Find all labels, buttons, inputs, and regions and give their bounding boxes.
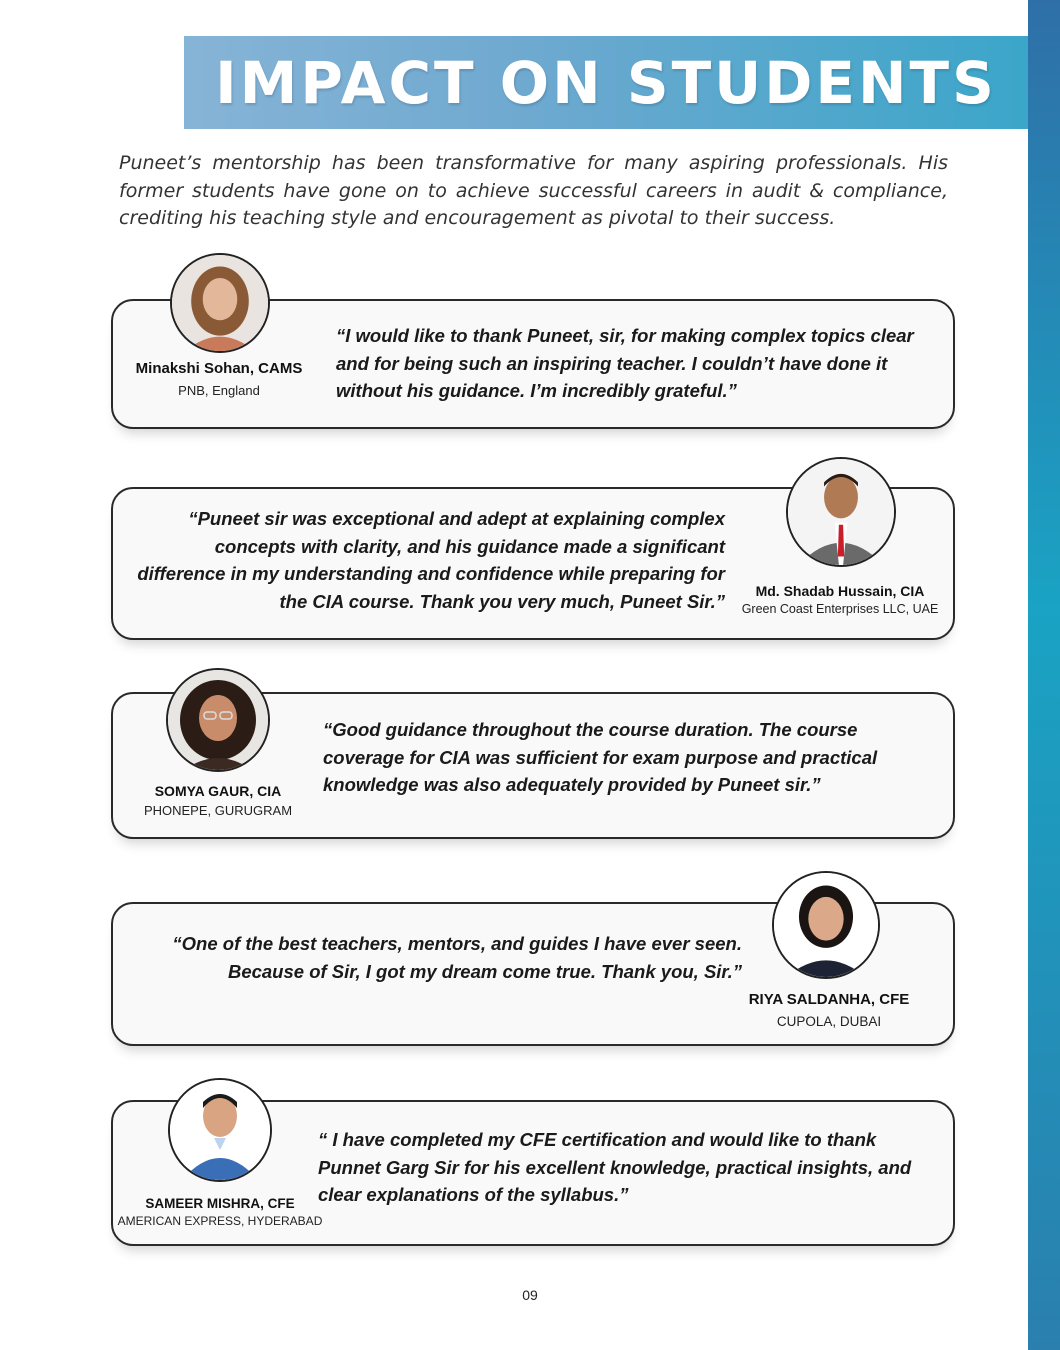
student-organization: Green Coast Enterprises LLC, UAE <box>741 602 939 616</box>
testimonial-quote: “One of the best teachers, mentors, and guides I have ever seen. Because of Sir, I got my dream come true. Thank you, Sir.” <box>172 933 742 982</box>
testimonial-quote: “ I have completed my CFE certification and would like to thank Punnet Garg Sir for his excellent knowledge, practical insights, and clear explanations of the syllabus.” <box>318 1129 912 1205</box>
avatar-photo <box>170 253 270 353</box>
testimonial-quote: “Puneet sir was exceptional and adept at explaining complex concepts with clarity, and his guidance made a significant difference in my understanding and confidence while preparing for the CIA course. Thank you very much, Puneet Sir.” <box>137 508 725 612</box>
student-organization: AMERICAN EXPRESS, HYDERABAD <box>117 1214 323 1228</box>
testimonial-quote: “Good guidance throughout the course duration. The course coverage for CIA was sufficient for exam purpose and practical knowledge was also adequately provided by Puneet sir.” <box>323 719 878 795</box>
page-number: 09 <box>522 1287 538 1303</box>
student-organization: PNB, England <box>178 383 260 398</box>
student-name: RIYA SALDANHA, CFE <box>748 991 910 1008</box>
side-accent-bar <box>1028 0 1060 1350</box>
testimonial-quote: “I would like to thank Puneet, sir, for making complex topics clear and for being such an inspiring teacher. I couldn’t have done it without his guidance. I’m incredibly grateful.” <box>336 325 914 401</box>
student-name: Md. Shadab Hussain, CIA <box>755 583 925 599</box>
student-organization: PHONEPE, GURUGRAM <box>143 803 293 818</box>
avatar-photo <box>166 668 270 772</box>
student-name: SOMYA GAUR, CIA <box>154 783 282 799</box>
title-banner <box>184 36 1028 129</box>
student-name: SAMEER MISHRA, CFE <box>145 1196 295 1211</box>
avatar-photo <box>168 1078 272 1182</box>
page-title: IMPACT ON STUDENTS <box>215 48 997 117</box>
avatar-photo <box>786 457 896 567</box>
student-name: Minakshi Sohan, CAMS <box>135 360 303 377</box>
intro-paragraph: Puneet’s mentorship has been transformative for many aspiring professionals. His former students have gone on to achieve successful careers in audit & compliance, crediting his teaching style and encouragement as pivotal to their success. <box>119 152 948 229</box>
student-organization: CUPOLA, DUBAI <box>776 1014 882 1029</box>
avatar-photo <box>772 871 880 979</box>
